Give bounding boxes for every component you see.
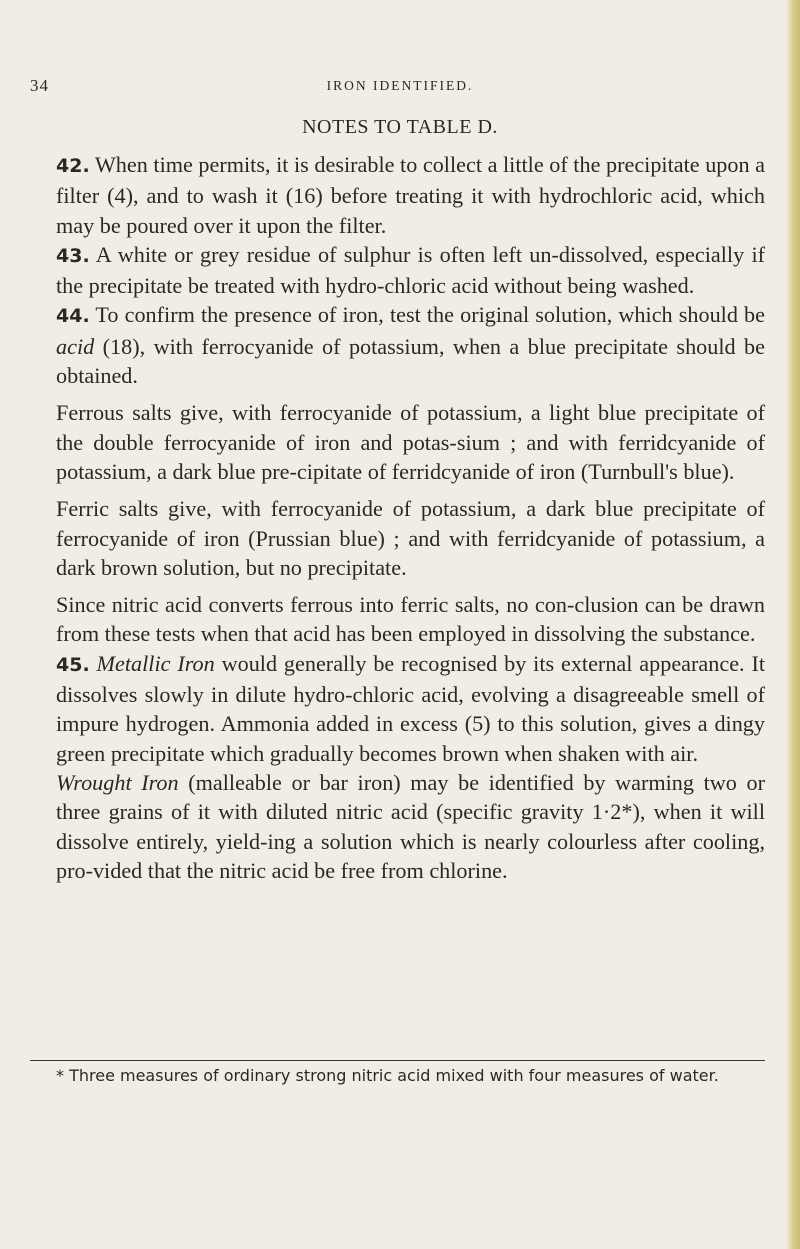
italic-term: acid — [56, 333, 95, 359]
page-header — [30, 76, 770, 98]
note-text: (18), with ferrocyanide of potassium, when a blue precipitate should be obtained. — [56, 333, 765, 389]
note-number: 44. — [56, 305, 90, 328]
book-page — [30, 0, 778, 1249]
note-45 — [30, 649, 765, 768]
footnote — [30, 1065, 765, 1086]
body-text — [30, 150, 765, 885]
footnote-rule — [30, 1060, 765, 1061]
page-number: 34 — [30, 76, 49, 95]
note-text: To confirm the presence of iron, test the original solution, which should be — [89, 302, 765, 328]
wrought-iron-paragraph — [30, 768, 765, 885]
italic-term: Metallic Iron — [96, 650, 215, 676]
note-text: A white or grey residue of sulphur is often left un-dissolved, especially if the precipitate be treated with hydro-chloric acid without being washed. — [56, 241, 765, 299]
note-42 — [30, 150, 765, 240]
footnote-text: * Three measures of ordinary strong nitric acid mixed with four measures of water. — [56, 1066, 719, 1085]
note-number: 43. — [56, 244, 90, 267]
note-text: would generally be recognised by its external appearance. It dissolves slowly in dilute hydro-chloric acid, evolving a disagreeable smell of impure hydrogen. Ammonia added in excess (5) to this solution, gives a dingy green precipitate which gradually becomes brown when shaken with air. — [56, 650, 766, 766]
note-number: 45. — [56, 653, 90, 676]
italic-term: Wrought Iron — [56, 769, 179, 795]
running-head: IRON IDENTIFIED. — [326, 78, 474, 93]
note-44 — [30, 300, 765, 390]
section-title: NOTES TO TABLE D. — [302, 116, 498, 138]
ferrous-paragraph: Ferrous salts give, with ferrocyanide of potassium, a light blue precipitate of the double ferrocyanide of iron and potas-sium ; and with ferridcyanide of potassium, a dark blue pre-cipitate of ferridcyanide of iron (Turnbull's blue). — [56, 400, 765, 484]
ferric-paragraph: Ferric salts give, with ferrocyanide of potassium, a dark blue precipitate of ferrocyanide of iron (Prussian blue) ; and with ferridcyanide of potassium, a dark brown solution, but no precipitate. — [56, 496, 765, 580]
note-number: 42. — [56, 155, 90, 177]
note-text: When time permits, it is desirable to collect a little of the precipitate upon a filter (4), and to wash it (16) before treating it with hydrochloric acid, which may be poured over it upon the filter. — [56, 152, 765, 238]
note-text: (malleable or bar iron) may be identified by warming two or three grains of it with diluted nitric acid (specific gravity 1·2*), when it will dissolve entirely, yield-ing a solution which is nearly colourless after cooling, pro-vided that the nitric acid be free from chlorine. — [56, 769, 765, 883]
nitric-paragraph: Since nitric acid converts ferrous into ferric salts, no con-clusion can be drawn from these tests when that acid has been employed in dissolving the substance. — [56, 592, 765, 647]
page-edge — [786, 0, 800, 1249]
note-43 — [30, 240, 765, 301]
